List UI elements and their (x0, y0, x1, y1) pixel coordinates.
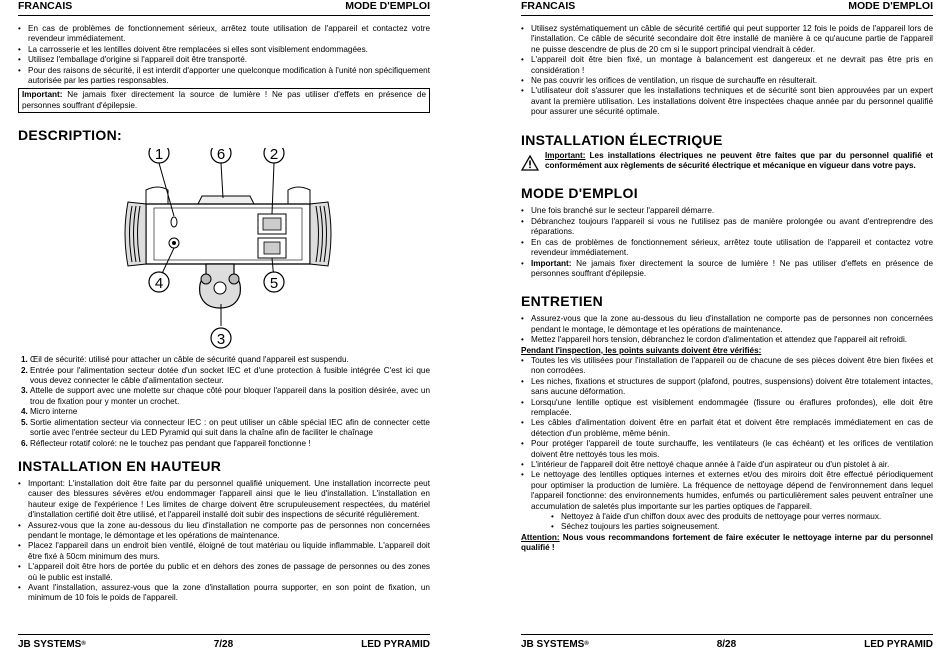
footer-brand (18, 640, 86, 650)
page-footer (18, 634, 430, 652)
list-item: • Avant l'installation, assurez-vous que la zone d'installation pourra supporter, en son point de fixation, un minimum de 10 fois le poids de l'appareil. (18, 583, 430, 604)
list-item: • Ne pas couvrir les orifices de ventilation, un risque de surchauffe en résulterait. (521, 76, 933, 86)
list-item: • Le nettoyage des lentilles optiques internes et externes et/ou des miroirs doit être effectué périodiquement pour optimiser la production de lumière. La fréquence de nettoyage dépend de l'environnement dans lequel l'appareil fonctionne: des environnements humides, enfumés ou particulièrement sales peuvent entraîner une accumulation de saletés plus importante sur les parties optiques de l'appareil. (521, 470, 933, 512)
device-illustration (18, 148, 430, 355)
callout-number: 4 (154, 275, 164, 293)
attention-notice (521, 533, 933, 554)
page-footer (521, 634, 933, 652)
list-item: • La carrosserie et les lentilles doivent être remplacées si elles sont visiblement endommagées. (18, 45, 430, 55)
important-text: Ne jamais fixer directement la source de lumière ! Ne pas utiliser d'effets en présence de personnes souffrant d'épilepsie. (22, 90, 426, 110)
list-item: • En cas de problèmes de fonctionnement sérieux, arrêtez toute utilisation de l'appareil et contactez votre revendeur immédiatement. (521, 238, 933, 259)
list-item (521, 259, 933, 280)
warning-text (539, 151, 933, 172)
item-number: 6. (21, 438, 28, 448)
description-title: DESCRIPTION: (18, 127, 122, 144)
item-number: 1. (21, 355, 28, 365)
item-text: Réflecteur rotatif coloré: ne le touchez pas pendant que l'appareil fonctionne ! (30, 438, 311, 448)
callout-number: 5 (269, 275, 279, 293)
list-item: • L'appareil doit être hors de portée du public et en dehors des zones de passage de personnes ou des zones où le public est installé. (18, 562, 430, 583)
header-language: FRANCAIS (521, 0, 576, 12)
list-item: • L'utilisateur doit s'assurer que les installations techniques et de sécurité sont bien approuvées par un expert avant la première utilisation. Les installations doivent être inspectées chaque année par du personnel qualifié pour assurer une sécurité optimale. (521, 86, 933, 117)
list-item: • Toutes les vis utilisées pour l'installation de l'appareil ou de chacune de ses pièces doivent être bien fixées et non corrodées. (521, 356, 933, 377)
description-list (18, 355, 430, 449)
page-number: 7/28 (213, 639, 234, 651)
page-body (521, 24, 933, 554)
footer-brand (521, 640, 589, 650)
callout-number: 3 (216, 331, 226, 349)
item-text: Sortie alimentation secteur via connecteur IEC : on peut utiliser un câble spécial IEC afin de connecter cette sortie avec l'entrée secteur du LED Pyramid qui suit dans la chaîne afin de faciliter le chaînage (30, 417, 430, 438)
list-item: • Débranchez toujours l'appareil si vous ne l'utilisez pas de manière prolongée ou avant d'entreprendre des réparations. (521, 217, 933, 238)
mode-title: MODE D'EMPLOI (521, 185, 638, 202)
product-name: LED PYRAMID (361, 639, 430, 651)
registered-mark: ® (81, 641, 86, 648)
item-text: Entrée pour l'alimentation secteur dotée d'un socket IEC et d'une protection à fusible intégrée C'est ici que vous devez connecter le câble d'alimentation secteur. (30, 365, 430, 386)
important-label: Important: (22, 90, 63, 100)
item-number: 5. (21, 417, 28, 427)
entretien-list (521, 314, 933, 345)
right-page (521, 0, 933, 654)
list-item (18, 355, 430, 365)
list-item (18, 418, 430, 439)
list-item: • Séchez toujours les parties soigneusement. (551, 522, 933, 532)
item-number: 3. (21, 386, 28, 396)
important-text: Les installations électriques ne peuvent être faites que par du personnel qualifié et conformément aux règlements de sécurité électrique et mécanique en vigueur dans votre pays. (545, 150, 933, 171)
list-item: • Pour des raisons de sécurité, il est interdit d'apporter une quelconque modification à l'unité non spécifiquement autorisée par les parties responsables. (18, 66, 430, 87)
electrical-warning (521, 151, 933, 172)
callout-number: 2 (269, 148, 279, 164)
callout-number: 1 (154, 148, 164, 164)
list-item: • Placez l'appareil dans un endroit bien ventilé, éloigné de tout matériau ou liquide inflammable. L'appareil doit être fixé à 50cm minimum des murs. (18, 541, 430, 562)
installation-list (18, 479, 430, 604)
important-text: Ne jamais fixer directement la source de lumière ! Ne pas utiliser d'effets en présence de personnes souffrant d'épilepsie. (531, 258, 933, 278)
left-page (18, 0, 430, 654)
list-item: • Nettoyez à l'aide d'un chiffon doux avec des produits de nettoyage pour verres normaux. (551, 512, 933, 522)
header-language: FRANCAIS (18, 0, 73, 12)
item-text: Attelle de support avec une molette sur chaque côté pour bloquer l'appareil dans la position désirée, avec un trou de fixation pour y monter un crochet. (30, 386, 430, 406)
entretien-title: ENTRETIEN (521, 293, 604, 310)
mode-list (521, 206, 933, 279)
product-name: LED PYRAMID (864, 639, 933, 651)
item-number: 2. (21, 365, 28, 375)
installation-title: INSTALLATION EN HAUTEUR (18, 457, 222, 474)
callout-number: 6 (216, 148, 226, 164)
registered-mark: ® (584, 641, 589, 648)
list-item (18, 439, 430, 449)
list-item: • Les niches, fixations et structures de support (plafond, poutres, suspensions) doivent être totalement intactes, sans aucune déformation. (521, 377, 933, 398)
list-item: • L'intérieur de l'appareil doit être nettoyé chaque année à l'aide d'un aspirateur ou d'un pistolet à air. (521, 460, 933, 470)
list-item: • Utilisez l'emballage d'origine si l'appareil doit être transporté. (18, 55, 430, 65)
list-item: • En cas de problèmes de fonctionnement sérieux, arrêtez toute utilisation de l'appareil et contactez votre revendeur immédiatement. (18, 24, 430, 45)
list-item: • Assurez-vous que la zone au-dessous du lieu d'installation ne comporte pas de personnes non concernées pendant le montage, le démontage et les opérations de maintenance. (18, 521, 430, 542)
intro-list (18, 24, 430, 86)
attention-text: Nous vous recommandons fortement de faire exécuter le nettoyage interne par du personnel qualifié ! (521, 532, 933, 553)
page-body (18, 24, 430, 604)
page-header (18, 1, 430, 16)
important-notice (18, 88, 430, 113)
list-item: • Utilisez systématiquement un câble de sécurité certifié qui peut supporter 12 fois le poids de l'appareil lors de l'installation. Ce câble de sécurité secondaire doit être installé de manière à ce qu'aucune partie de l'appareil ne puisse descendre de plus de 20 cm si le support principal viendrait à céder. (521, 24, 933, 55)
brand-name: JB SYSTEMS (18, 639, 82, 651)
list-item (18, 366, 430, 387)
list-item: • Assurez-vous que la zone au-dessous du lieu d'installation ne comporte pas de personnes non concernées pendant le montage, le démontage et les opérations de maintenance. (521, 314, 933, 335)
item-text: Micro interne (30, 407, 78, 417)
inspection-heading: Pendant l'inspection, les points suivants doivent être vérifiés: (521, 345, 762, 355)
header-title: MODE D'EMPLOI (848, 0, 933, 12)
inspection-list (521, 356, 933, 512)
important-label: Important: (531, 258, 572, 268)
attention-label: Attention: (521, 532, 560, 542)
list-item: • Mettez l'appareil hors tension, débranchez le cordon d'alimentation et attendez que l'appareil ait refroidi. (521, 335, 933, 345)
list-item (18, 407, 430, 417)
important-label: Important: (545, 150, 586, 160)
intro-list (521, 24, 933, 118)
list-item: • Les câbles d'alimentation doivent être en parfait état et doivent être remplacés immédiatement en cas de détection d'un problème, même bénin. (521, 418, 933, 439)
page-header (521, 1, 933, 16)
device-diagram (18, 148, 430, 355)
list-item: • Une fois branché sur le secteur l'appareil démarre. (521, 206, 933, 216)
item-number: 4. (21, 407, 28, 417)
list-item: • Pour protéger l'appareil de toute surchauffe, les ventilateurs (le cas échéant) et les orifices de ventilation doivent être nettoyés tous les mois. (521, 439, 933, 460)
page-number: 8/28 (716, 639, 737, 651)
list-item (18, 386, 430, 407)
list-item: • Important: L'installation doit être faite par du personnel qualifié uniquement. Une installation incorrecte peut causer des blessures sévères et/ou endommager l'appareil ainsi que le lieu d'installation. L'installation en hauteur exige de l'expérience ! Les limites de charge doivent être scrupuleusement respectées, du matériel d'installation certifié doit être utilisé, et l'appareil installé doit subir des inspections de sécurité régulièrement. (18, 479, 430, 521)
list-item: • L'appareil doit être bien fixé, un montage à balancement est dangereux et ne devrait pas être pris en considération ! (521, 55, 933, 76)
brand-name: JB SYSTEMS (521, 639, 585, 651)
item-text: Œil de sécurité: utilisé pour attacher un câble de sécurité quand l'appareil est suspendu. (30, 355, 349, 365)
list-item: • Lorsqu'une lentille optique est visiblement endommagée (fissure ou éraflures profondes), elle doit être remplacée. (521, 398, 933, 419)
cleaning-sublist (521, 512, 933, 533)
warning-icon (521, 155, 539, 171)
electrical-title: INSTALLATION ÉLECTRIQUE (521, 131, 723, 148)
header-title: MODE D'EMPLOI (345, 0, 430, 12)
